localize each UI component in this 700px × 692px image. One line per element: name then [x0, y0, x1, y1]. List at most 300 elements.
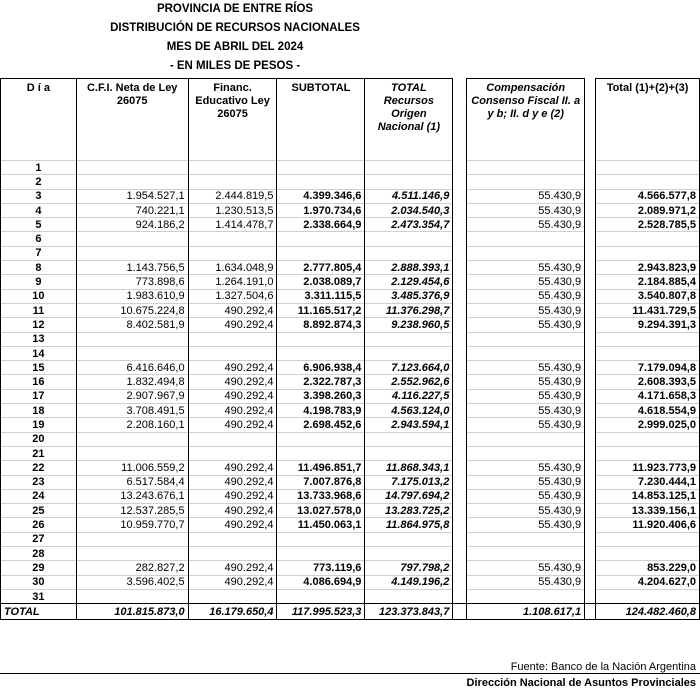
cell-compensacion: 55.430,9 — [467, 561, 585, 575]
column-gap — [585, 532, 596, 546]
cell-total-recursos — [365, 346, 453, 360]
column-gap — [585, 303, 596, 317]
cell-total: 2.943.823,9 — [596, 261, 700, 275]
column-gap — [453, 261, 467, 275]
cell-total — [596, 432, 700, 446]
column-gap — [453, 461, 467, 475]
table-row — [1, 203, 700, 217]
cell-total-recursos — [365, 175, 453, 189]
column-gap — [453, 361, 467, 375]
total-cfi: 101.815.873,0 — [76, 604, 188, 620]
cell-financ: 1.414.478,7 — [188, 218, 277, 232]
cell-subtotal — [277, 547, 365, 561]
cell-total-recursos — [365, 547, 453, 561]
cell-dia: 28 — [1, 547, 77, 561]
column-gap — [585, 561, 596, 575]
cell-total: 7.179.094,8 — [596, 361, 700, 375]
cell-total: 13.339.156,1 — [596, 504, 700, 518]
cell-financ: 490.292,4 — [188, 475, 277, 489]
column-gap — [585, 289, 596, 303]
cell-total — [596, 532, 700, 546]
cell-financ: 490.292,4 — [188, 404, 277, 418]
cell-dia: 21 — [1, 446, 77, 460]
cell-subtotal: 13.027.578,0 — [277, 504, 365, 518]
cell-subtotal: 2.777.805,4 — [277, 261, 365, 275]
column-gap — [585, 604, 596, 620]
cell-compensacion — [467, 175, 585, 189]
header-gap-2 — [585, 79, 596, 161]
cell-financ — [188, 332, 277, 346]
table-row — [1, 389, 700, 403]
cell-subtotal: 6.906.938,4 — [277, 361, 365, 375]
cell-compensacion: 55.430,9 — [467, 361, 585, 375]
column-gap — [453, 189, 467, 203]
header-subtotal: SUBTOTAL — [277, 79, 365, 161]
cell-compensacion: 55.430,9 — [467, 518, 585, 532]
title-month: MES DE ABRIL DEL 2024 — [166, 41, 304, 53]
header-dia: D í a — [1, 79, 77, 161]
cell-subtotal — [277, 589, 365, 603]
cell-financ: 490.292,4 — [188, 375, 277, 389]
cell-cfi: 2.907.967,9 — [76, 389, 188, 403]
cell-total — [596, 175, 700, 189]
column-gap — [585, 261, 596, 275]
cell-total — [596, 446, 700, 460]
organization-name: Dirección Nacional de Asuntos Provinciales — [466, 677, 696, 689]
cell-financ — [188, 547, 277, 561]
cell-total-recursos: 7.123.664,0 — [365, 361, 453, 375]
cell-subtotal: 2.038.089,7 — [277, 275, 365, 289]
column-gap — [453, 175, 467, 189]
total-financ: 16.179.650,4 — [188, 604, 277, 620]
cell-total — [596, 589, 700, 603]
cell-total-recursos — [365, 232, 453, 246]
cell-financ: 490.292,4 — [188, 361, 277, 375]
cell-compensacion: 55.430,9 — [467, 303, 585, 317]
cell-financ: 490.292,4 — [188, 489, 277, 503]
cell-total-recursos: 11.864.975,8 — [365, 518, 453, 532]
cell-financ: 490.292,4 — [188, 575, 277, 589]
cell-compensacion: 55.430,9 — [467, 461, 585, 475]
cell-compensacion — [467, 432, 585, 446]
cell-total: 4.204.627,0 — [596, 575, 700, 589]
cell-cfi: 10.959.770,7 — [76, 518, 188, 532]
table-row — [1, 518, 700, 532]
cell-total: 2.184.885,4 — [596, 275, 700, 289]
cell-total-recursos: 4.511.146,9 — [365, 189, 453, 203]
column-gap — [453, 303, 467, 317]
column-gap — [585, 461, 596, 475]
cell-subtotal: 3.398.260,3 — [277, 389, 365, 403]
table-row — [1, 489, 700, 503]
cell-cfi: 13.243.676,1 — [76, 489, 188, 503]
cell-total-recursos: 797.798,2 — [365, 561, 453, 575]
cell-compensacion: 55.430,9 — [467, 218, 585, 232]
column-gap — [453, 575, 467, 589]
column-gap — [585, 432, 596, 446]
cell-cfi: 2.208.160,1 — [76, 418, 188, 432]
column-gap — [585, 446, 596, 460]
column-gap — [585, 475, 596, 489]
column-gap — [585, 246, 596, 260]
cell-cfi: 11.006.559,2 — [76, 461, 188, 475]
cell-dia: 26 — [1, 518, 77, 532]
cell-cfi: 773.898,6 — [76, 275, 188, 289]
header-gap-1 — [453, 79, 467, 161]
title-units: - EN MILES DE PESOS - — [169, 60, 301, 72]
cell-total — [596, 161, 700, 175]
cell-total-recursos: 2.943.594,1 — [365, 418, 453, 432]
cell-cfi — [76, 161, 188, 175]
cell-cfi: 3.708.491,5 — [76, 404, 188, 418]
cell-subtotal: 3.311.115,5 — [277, 289, 365, 303]
table-row — [1, 175, 700, 189]
cell-subtotal: 2.698.452,6 — [277, 418, 365, 432]
title-distribution: DISTRIBUCIÓN DE RECURSOS NACIONALES — [110, 22, 360, 34]
table-row — [1, 332, 700, 346]
table-row — [1, 446, 700, 460]
table-row — [1, 461, 700, 475]
cell-cfi — [76, 532, 188, 546]
cell-dia: 1 — [1, 161, 77, 175]
cell-dia: 31 — [1, 589, 77, 603]
column-gap — [453, 332, 467, 346]
cell-compensacion: 55.430,9 — [467, 418, 585, 432]
footer-divider — [0, 673, 700, 674]
cell-dia: 3 — [1, 189, 77, 203]
column-gap — [585, 575, 596, 589]
cell-dia: 27 — [1, 532, 77, 546]
column-gap — [453, 232, 467, 246]
cell-cfi: 8.402.581,9 — [76, 318, 188, 332]
column-gap — [585, 361, 596, 375]
cell-cfi — [76, 246, 188, 260]
cell-compensacion — [467, 161, 585, 175]
cell-compensacion: 55.430,9 — [467, 289, 585, 303]
column-gap — [585, 418, 596, 432]
table-row — [1, 232, 700, 246]
cell-subtotal — [277, 446, 365, 460]
cell-total-recursos: 11.376.298,7 — [365, 303, 453, 317]
cell-subtotal: 1.970.734,6 — [277, 203, 365, 217]
table-row — [1, 475, 700, 489]
cell-dia: 7 — [1, 246, 77, 260]
cell-total — [596, 346, 700, 360]
cell-total-recursos: 7.175.013,2 — [365, 475, 453, 489]
cell-compensacion: 55.430,9 — [467, 489, 585, 503]
column-gap — [585, 161, 596, 175]
header-total-recursos: TOTAL Recursos Origen Nacional (1) — [365, 79, 453, 161]
cell-total: 7.230.444,1 — [596, 475, 700, 489]
cell-dia: 11 — [1, 303, 77, 317]
table-header-row — [1, 79, 700, 161]
cell-compensacion: 55.430,9 — [467, 203, 585, 217]
cell-subtotal — [277, 346, 365, 360]
cell-cfi: 3.596.402,5 — [76, 575, 188, 589]
cell-financ — [188, 175, 277, 189]
cell-subtotal: 13.733.968,6 — [277, 489, 365, 503]
cell-financ: 1.230.513,5 — [188, 203, 277, 217]
cell-total-recursos — [365, 161, 453, 175]
table-row — [1, 261, 700, 275]
column-gap — [453, 389, 467, 403]
cell-subtotal: 2.338.664,9 — [277, 218, 365, 232]
column-gap — [453, 432, 467, 446]
cell-compensacion: 55.430,9 — [467, 261, 585, 275]
cell-compensacion: 55.430,9 — [467, 504, 585, 518]
table-row — [1, 303, 700, 317]
column-gap — [453, 203, 467, 217]
cell-total-recursos: 4.149.196,2 — [365, 575, 453, 589]
total-total-recursos: 123.373.843,7 — [365, 604, 453, 620]
table-row — [1, 275, 700, 289]
table-row — [1, 318, 700, 332]
column-gap — [453, 547, 467, 561]
cell-subtotal: 11.450.063,1 — [277, 518, 365, 532]
cell-financ: 1.634.048,9 — [188, 261, 277, 275]
cell-dia: 29 — [1, 561, 77, 575]
cell-total-recursos: 2.034.540,3 — [365, 203, 453, 217]
cell-compensacion: 55.430,9 — [467, 375, 585, 389]
cell-compensacion — [467, 246, 585, 260]
cell-financ: 490.292,4 — [188, 318, 277, 332]
cell-cfi — [76, 346, 188, 360]
cell-total: 2.089.971,2 — [596, 203, 700, 217]
column-gap — [453, 604, 467, 620]
cell-cfi — [76, 446, 188, 460]
cell-subtotal — [277, 532, 365, 546]
cell-total: 853.229,0 — [596, 561, 700, 575]
cell-subtotal: 11.165.517,2 — [277, 303, 365, 317]
total-compensacion: 1.108.617,1 — [467, 604, 585, 620]
table-row — [1, 246, 700, 260]
cell-total: 4.171.658,3 — [596, 389, 700, 403]
cell-total: 4.566.577,8 — [596, 189, 700, 203]
table-row — [1, 361, 700, 375]
cell-compensacion: 55.430,9 — [467, 389, 585, 403]
cell-dia: 15 — [1, 361, 77, 375]
cell-subtotal: 4.399.346,6 — [277, 189, 365, 203]
column-gap — [585, 203, 596, 217]
cell-financ — [188, 446, 277, 460]
cell-dia: 30 — [1, 575, 77, 589]
cell-compensacion — [467, 346, 585, 360]
column-gap — [585, 189, 596, 203]
cell-financ: 490.292,4 — [188, 504, 277, 518]
column-gap — [453, 475, 467, 489]
column-gap — [453, 275, 467, 289]
cell-cfi — [76, 175, 188, 189]
cell-total-recursos: 2.473.354,7 — [365, 218, 453, 232]
cell-subtotal: 773.119,6 — [277, 561, 365, 575]
header-total: Total (1)+(2)+(3) — [596, 79, 700, 161]
cell-total-recursos: 4.116.227,5 — [365, 389, 453, 403]
column-gap — [453, 404, 467, 418]
cell-subtotal — [277, 432, 365, 446]
cell-total: 11.923.773,9 — [596, 461, 700, 475]
cell-cfi: 1.983.610,9 — [76, 289, 188, 303]
cell-dia: 24 — [1, 489, 77, 503]
total-grand: 124.482.460,8 — [596, 604, 700, 620]
cell-dia: 18 — [1, 404, 77, 418]
cell-compensacion — [467, 232, 585, 246]
column-gap — [585, 318, 596, 332]
cell-compensacion: 55.430,9 — [467, 575, 585, 589]
cell-total — [596, 332, 700, 346]
table-row — [1, 189, 700, 203]
column-gap — [585, 175, 596, 189]
cell-financ: 490.292,4 — [188, 561, 277, 575]
source-note: Fuente: Banco de la Nación Argentina — [510, 661, 696, 673]
cell-cfi: 6.416.646,0 — [76, 361, 188, 375]
cell-dia: 8 — [1, 261, 77, 275]
cell-financ: 1.327.504,6 — [188, 289, 277, 303]
column-gap — [453, 561, 467, 575]
cell-subtotal: 4.198.783,9 — [277, 404, 365, 418]
cell-dia: 5 — [1, 218, 77, 232]
cell-cfi: 1.143.756,5 — [76, 261, 188, 275]
table-row — [1, 575, 700, 589]
column-gap — [585, 375, 596, 389]
total-label: TOTAL — [1, 604, 77, 620]
cell-total-recursos — [365, 532, 453, 546]
column-gap — [453, 346, 467, 360]
cell-dia: 20 — [1, 432, 77, 446]
title-province: PROVINCIA DE ENTRE RÍOS — [156, 3, 314, 15]
cell-dia: 9 — [1, 275, 77, 289]
cell-dia: 22 — [1, 461, 77, 475]
cell-total-recursos: 11.868.343,1 — [365, 461, 453, 475]
cell-subtotal — [277, 161, 365, 175]
cell-cfi — [76, 332, 188, 346]
totals-row — [1, 604, 700, 620]
column-gap — [585, 218, 596, 232]
table-row — [1, 218, 700, 232]
table-row — [1, 504, 700, 518]
cell-compensacion — [467, 446, 585, 460]
cell-total-recursos — [365, 589, 453, 603]
cell-financ — [188, 432, 277, 446]
cell-compensacion — [467, 332, 585, 346]
cell-cfi: 6.517.584,4 — [76, 475, 188, 489]
column-gap — [453, 318, 467, 332]
column-gap — [453, 246, 467, 260]
cell-financ: 490.292,4 — [188, 418, 277, 432]
cell-total-recursos — [365, 446, 453, 460]
cell-subtotal — [277, 175, 365, 189]
cell-dia: 6 — [1, 232, 77, 246]
cell-total: 11.920.406,6 — [596, 518, 700, 532]
report-title-block — [0, 0, 470, 76]
cell-subtotal: 8.892.874,3 — [277, 318, 365, 332]
table-row — [1, 161, 700, 175]
cell-compensacion: 55.430,9 — [467, 275, 585, 289]
cell-total: 3.540.807,8 — [596, 289, 700, 303]
header-financ: Financ. Educativo Ley 26075 — [188, 79, 277, 161]
cell-total-recursos: 2.888.393,1 — [365, 261, 453, 275]
cell-cfi: 10.675.224,8 — [76, 303, 188, 317]
distribution-table — [0, 78, 700, 620]
cell-cfi: 1.832.494,8 — [76, 375, 188, 389]
cell-total-recursos: 2.552.962,6 — [365, 375, 453, 389]
cell-dia: 25 — [1, 504, 77, 518]
cell-dia: 10 — [1, 289, 77, 303]
column-gap — [585, 232, 596, 246]
cell-financ: 2.444.819,5 — [188, 189, 277, 203]
cell-financ — [188, 246, 277, 260]
column-gap — [585, 504, 596, 518]
cell-financ — [188, 161, 277, 175]
cell-subtotal: 11.496.851,7 — [277, 461, 365, 475]
table-row — [1, 346, 700, 360]
cell-subtotal — [277, 246, 365, 260]
column-gap — [585, 518, 596, 532]
cell-compensacion: 55.430,9 — [467, 475, 585, 489]
column-gap — [453, 589, 467, 603]
cell-subtotal: 2.322.787,3 — [277, 375, 365, 389]
cell-total: 2.528.785,5 — [596, 218, 700, 232]
cell-compensacion: 55.430,9 — [467, 189, 585, 203]
cell-total: 2.608.393,5 — [596, 375, 700, 389]
column-gap — [453, 375, 467, 389]
cell-total: 9.294.391,3 — [596, 318, 700, 332]
cell-total-recursos: 3.485.376,9 — [365, 289, 453, 303]
cell-dia: 23 — [1, 475, 77, 489]
column-gap — [453, 518, 467, 532]
column-gap — [453, 218, 467, 232]
cell-dia: 13 — [1, 332, 77, 346]
cell-dia: 16 — [1, 375, 77, 389]
cell-compensacion — [467, 547, 585, 561]
header-compensacion: Compensación Consenso Fiscal II. a y b; II. d y e (2) — [467, 79, 585, 161]
cell-total-recursos — [365, 332, 453, 346]
cell-total-recursos: 4.563.124,0 — [365, 404, 453, 418]
cell-dia: 4 — [1, 203, 77, 217]
cell-financ — [188, 532, 277, 546]
cell-financ: 490.292,4 — [188, 461, 277, 475]
table-row — [1, 561, 700, 575]
column-gap — [585, 346, 596, 360]
column-gap — [585, 489, 596, 503]
cell-total-recursos — [365, 246, 453, 260]
cell-subtotal — [277, 232, 365, 246]
column-gap — [585, 547, 596, 561]
cell-cfi: 282.827,2 — [76, 561, 188, 575]
cell-total: 11.431.729,5 — [596, 303, 700, 317]
cell-total: 4.618.554,9 — [596, 404, 700, 418]
cell-total — [596, 246, 700, 260]
total-subtotal: 117.995.523,3 — [277, 604, 365, 620]
table-row — [1, 404, 700, 418]
cell-financ: 490.292,4 — [188, 389, 277, 403]
cell-dia: 19 — [1, 418, 77, 432]
cell-total — [596, 232, 700, 246]
cell-dia: 2 — [1, 175, 77, 189]
cell-dia: 14 — [1, 346, 77, 360]
table-row — [1, 532, 700, 546]
table-row — [1, 547, 700, 561]
cell-total-recursos — [365, 432, 453, 446]
column-gap — [453, 161, 467, 175]
cell-total-recursos: 14.797.694,2 — [365, 489, 453, 503]
table-row — [1, 289, 700, 303]
table-row — [1, 375, 700, 389]
cell-financ: 1.264.191,0 — [188, 275, 277, 289]
cell-total: 14.853.125,1 — [596, 489, 700, 503]
column-gap — [453, 489, 467, 503]
column-gap — [453, 418, 467, 432]
cell-cfi: 740.221,1 — [76, 203, 188, 217]
